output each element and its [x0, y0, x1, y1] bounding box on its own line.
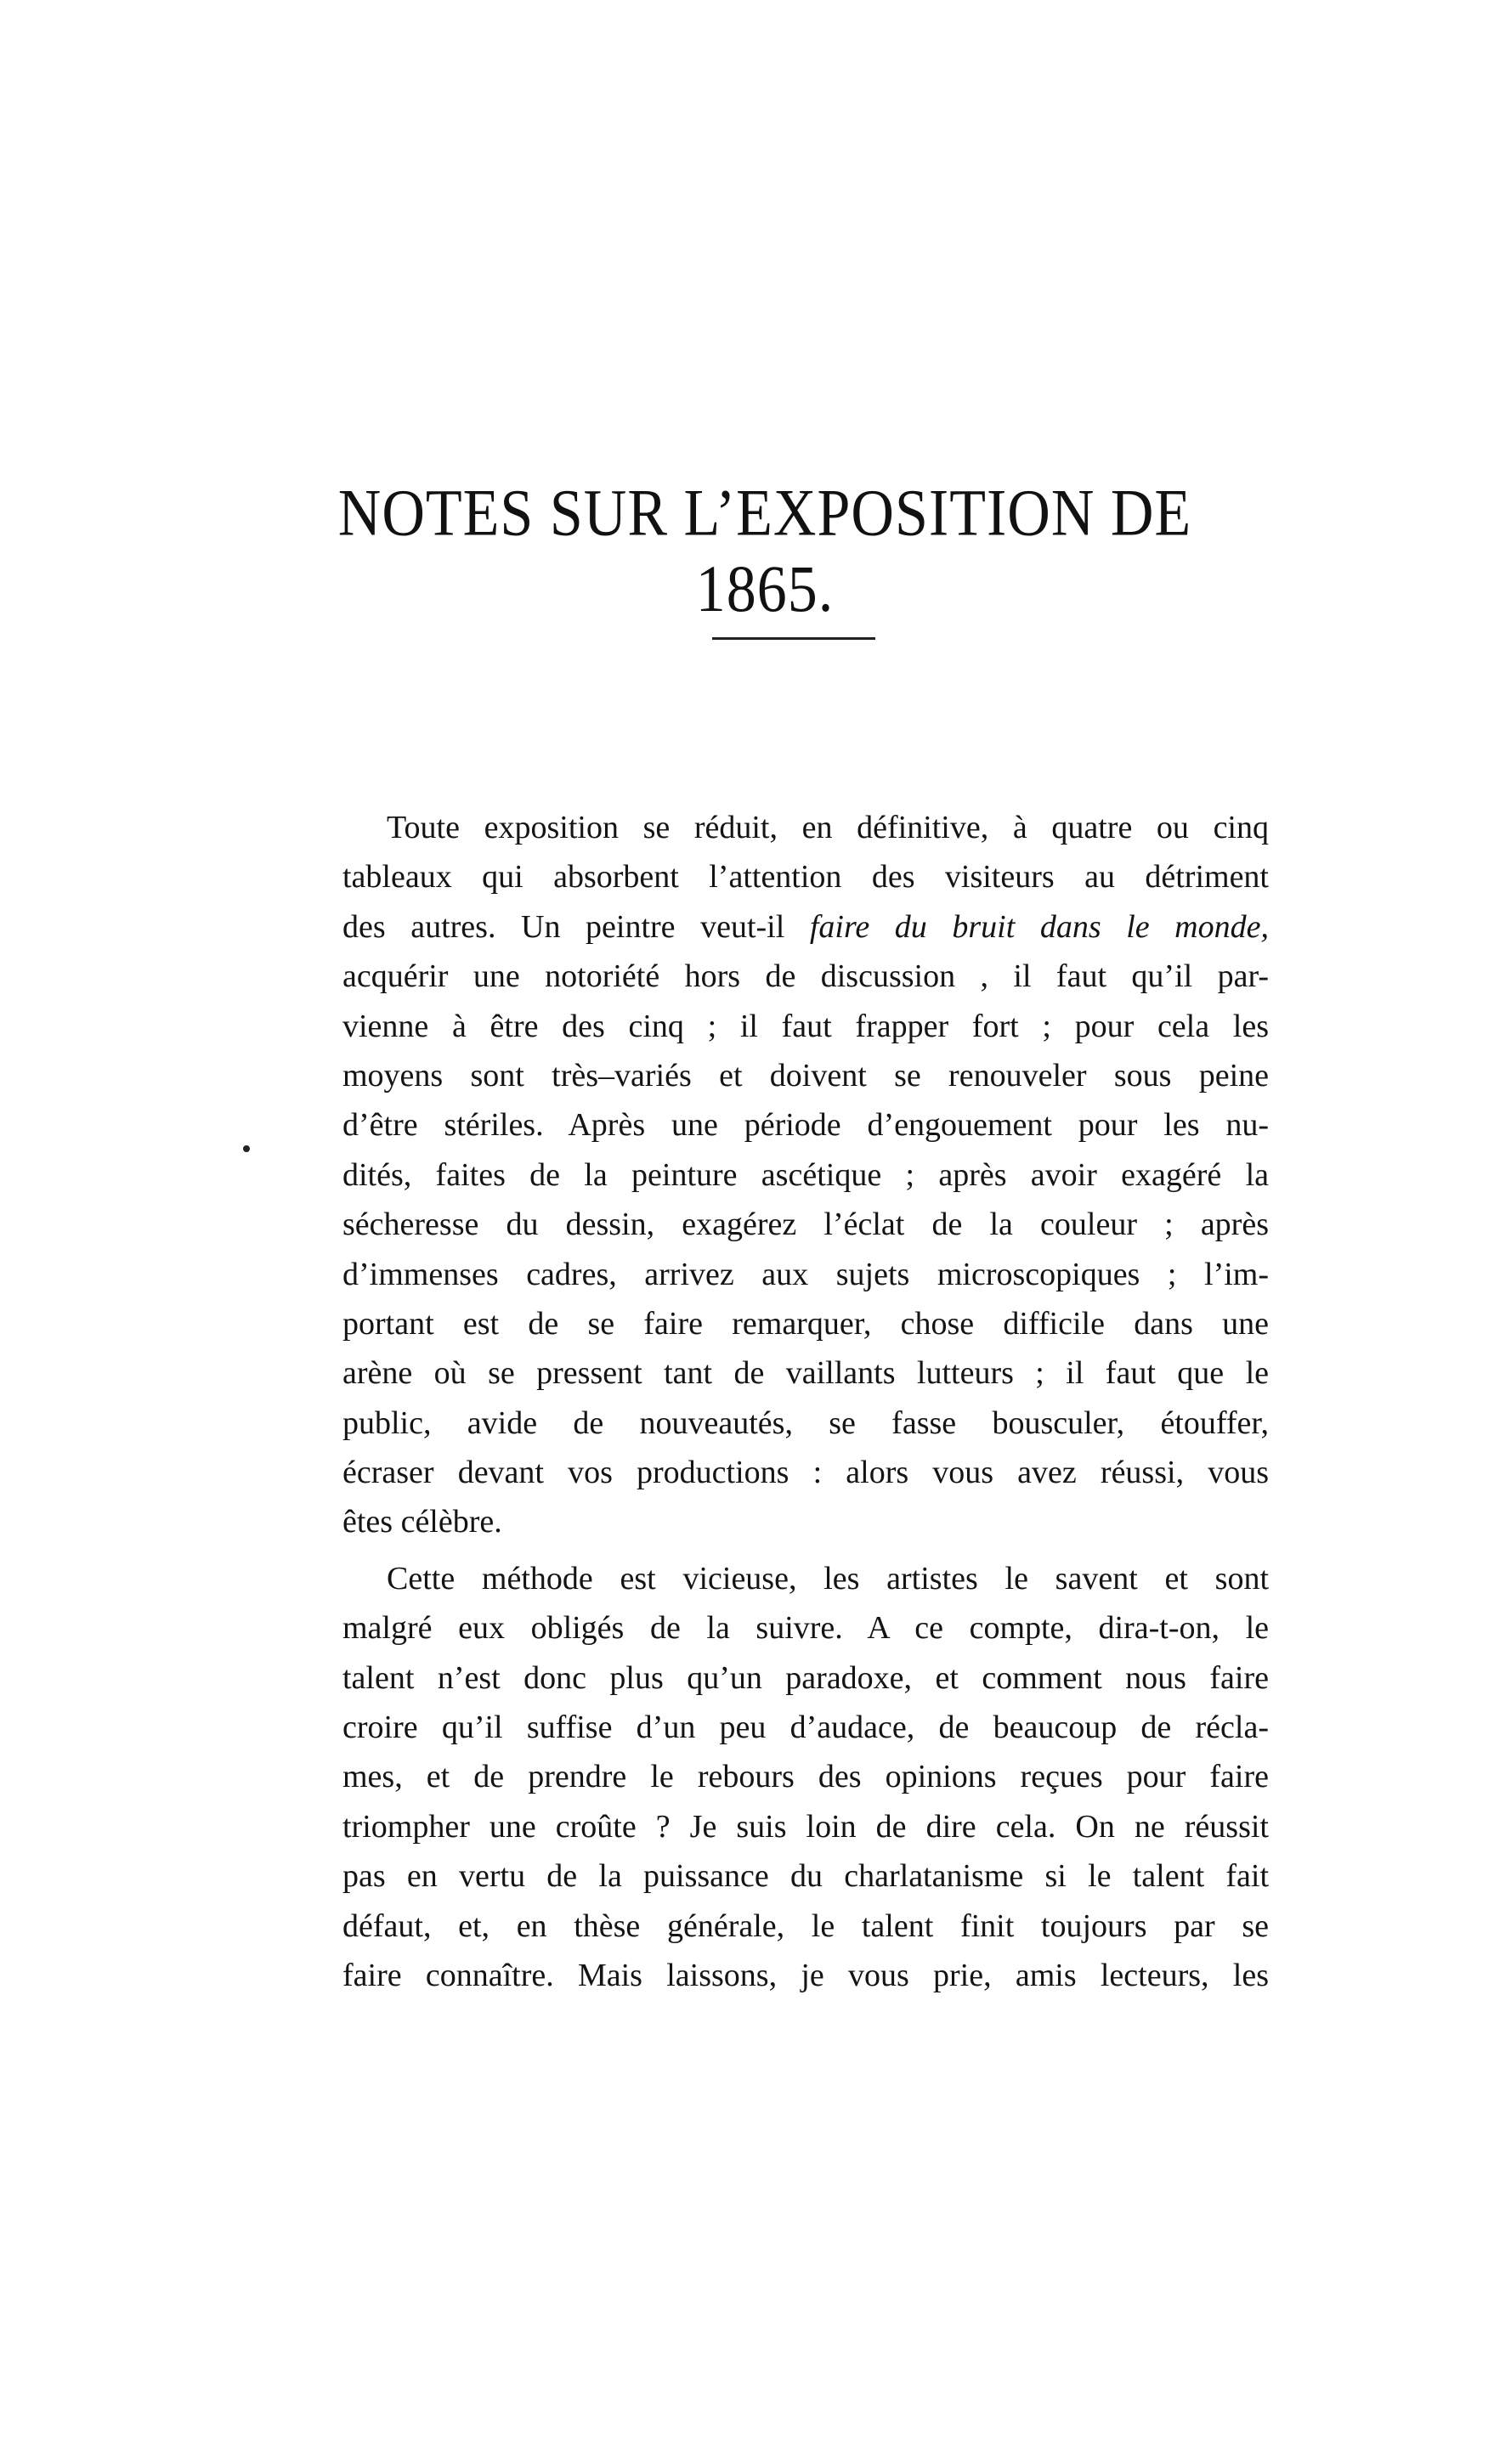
text-line: malgré eux obligés de la suivre. A ce compte, dira-t-on, le	[342, 1610, 1269, 1647]
body-text	[342, 803, 1269, 2000]
print-speck	[243, 1145, 250, 1152]
text-line: public, avide de nouveautés, se fasse bousculer, étouffer,	[342, 1404, 1269, 1441]
text-line: sécheresse du dessin, exagérez l’éclat de la couleur ; après	[342, 1207, 1269, 1243]
text-line: faire connaître. Mais laissons, je vous prie, amis lecteurs, les	[342, 1957, 1269, 1993]
text-italic: faire du bruit dans le monde,	[809, 908, 1269, 945]
text-line: Toute exposition se réduit, en définitive, à quatre ou cinq	[387, 810, 1269, 845]
text-line: moyens sont très–variés et doivent se renouveler sous peine	[342, 1057, 1269, 1094]
text-line	[342, 902, 1269, 952]
text-line: talent n’est donc plus qu’un paradoxe, et comment nous faire	[342, 1659, 1269, 1696]
paragraph-gap	[342, 1547, 1269, 1554]
text-line: pas en vertu de la puissance du charlatanisme si le talent fait	[342, 1858, 1269, 1895]
page-title: NOTES SUR L’EXPOSITION DE 1865.	[337, 477, 1192, 626]
text-line: d’immenses cadres, arrivez aux sujets microscopiques ; l’im-	[342, 1256, 1269, 1292]
text-line: d’être stériles. Après une période d’engouement pour les nu-	[342, 1107, 1269, 1144]
text-roman: des autres. Un peintre veut-il	[342, 908, 810, 945]
text-line: Cette méthode est vicieuse, les artistes le savent et sont	[387, 1560, 1269, 1597]
text-line: êtes célèbre.	[342, 1504, 502, 1540]
title-divider	[712, 637, 875, 640]
text-line: triompher une croûte ? Je suis loin de dire cela. On ne réussit	[342, 1808, 1269, 1845]
text-line: écraser devant vos productions : alors vous avez réussi, vous	[342, 1455, 1269, 1491]
text-line: mes, et de prendre le rebours des opinions reçues pour faire	[342, 1759, 1269, 1795]
text-line: arène où se pressent tant de vaillants lutteurs ; il faut que le	[342, 1355, 1269, 1392]
text-line: tableaux qui absorbent l’attention des visiteurs au détriment	[342, 859, 1269, 896]
text-line: croire qu’il suffise d’un peu d’audace, de beaucoup de récla-	[342, 1710, 1269, 1746]
text-line: portant est de se faire remarquer, chose difficile dans une	[342, 1305, 1269, 1342]
text-line: dités, faites de la peinture ascétique ; après avoir exagéré la	[342, 1156, 1269, 1193]
text-line: vienne à être des cinq ; il faut frapper fort ; pour cela les	[342, 1008, 1269, 1044]
text-line: défaut, et, en thèse générale, le talent finit toujours par se	[342, 1907, 1269, 1944]
text-line: acquérir une notoriété hors de discussion , il faut qu’il par-	[342, 958, 1269, 995]
